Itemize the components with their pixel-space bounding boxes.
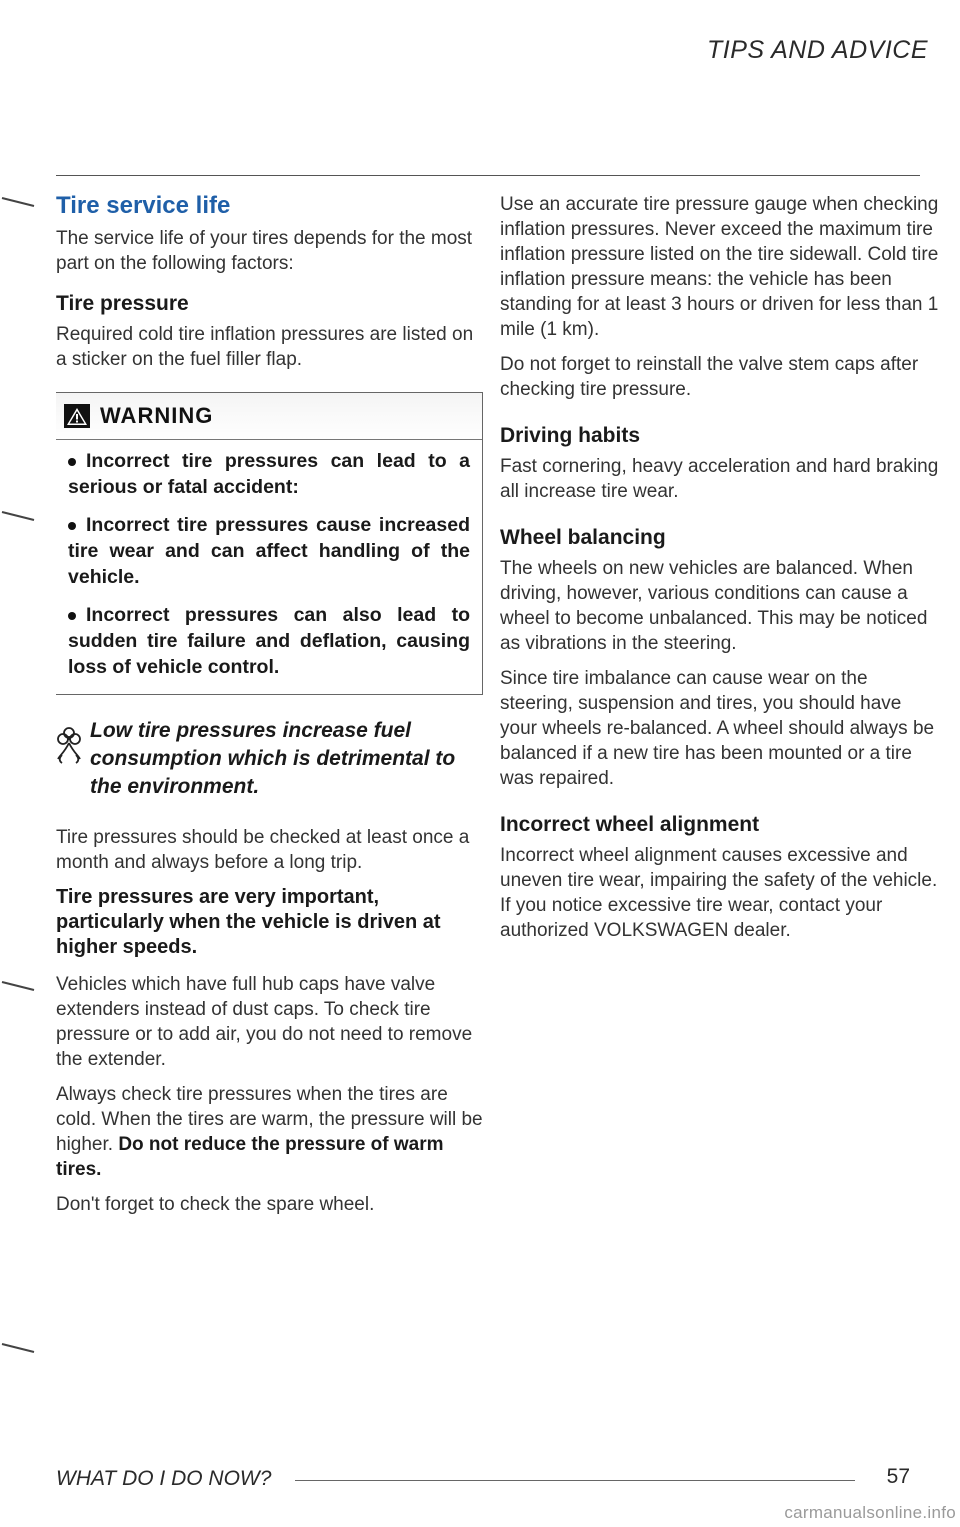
bullet-icon — [68, 522, 76, 530]
tire-pressure-heading: Tire pressure — [56, 292, 189, 315]
rebalancing-text: Since tire imbalance can cause wear on the steering, suspension and tires, you should have your wheels re-balanced. A wheel should always be balanced if a new tire has been mounted or a tire was repaired. — [500, 668, 935, 789]
driving-habits-text: Fast cornering, heavy acceleration and hard braking all increase tire wear. — [500, 456, 939, 502]
environment-flower-icon — [56, 725, 82, 777]
wheel-balancing-heading: Wheel balancing — [500, 526, 666, 549]
spare-wheel-text: Don't forget to check the spare wheel. — [56, 1194, 375, 1215]
page-number: 57 — [886, 1465, 910, 1488]
margin-mark-icon — [0, 196, 40, 208]
warning-label: WARNING — [100, 403, 214, 428]
watermark: carmanualsonline.info — [784, 1503, 956, 1522]
tire-pressure-text: Required cold tire inflation pressures are listed on a sticker on the fuel filler flap. — [56, 324, 474, 370]
high-speed-emphasis: Tire pressures are very important, particularly when the vehicle is driven at higher speeds. — [56, 886, 441, 958]
check-frequency-text: Tire pressures should be checked at least once a month and always before a long trip. — [56, 827, 470, 873]
warning-item: Incorrect tire pressures cause increased tire wear and can affect handling of the vehicle. — [68, 514, 470, 588]
warm-tires-text: Always check tire pressures when the tires are cold. When the tires are warm, the pressure will be higher. Do not reduce the pressure of warm tires. — [56, 1084, 483, 1180]
header-rule — [56, 175, 920, 176]
wheel-balancing-text: The wheels on new vehicles are balanced. When driving, however, various conditions can cause a wheel to become unbalanced. This may be noticed as vibrations in the steering. — [500, 558, 928, 654]
margin-mark-icon — [0, 1342, 40, 1354]
warning-item: Incorrect pressures can also lead to sudden tire failure and deflation, causing loss of vehicle control. — [68, 604, 470, 678]
pressure-gauge-text: Use an accurate tire pressure gauge when checking inflation pressures. Never exceed the maximum tire inflation pressure listed on the tire sidewall. Cold tire inflation pressure means: the vehicle has been standing for at least 3 hours or driven for less than 1 mile (1 km). — [500, 194, 939, 340]
right-column — [500, 182, 940, 953]
bullet-icon — [68, 458, 76, 466]
valve-caps-text: Do not forget to reinstall the valve stem caps after checking tire pressure. — [500, 354, 919, 400]
warm-tires-emphasis: Do not reduce the pressure of warm tires. — [56, 1134, 444, 1180]
bullet-icon — [68, 612, 76, 620]
left-column — [56, 182, 484, 1227]
footer-rule — [295, 1480, 855, 1481]
warning-list — [56, 440, 482, 694]
driving-habits-heading: Driving habits — [500, 424, 641, 447]
warning-box — [56, 392, 483, 695]
margin-mark-icon — [0, 510, 40, 522]
intro-text: The service life of your tires depends for the most part on the following factors: — [56, 228, 473, 274]
margin-mark-icon — [0, 980, 40, 992]
warning-item: Incorrect tire pressures can lead to a serious or fatal accident: — [68, 450, 470, 498]
warning-header — [56, 393, 482, 440]
wheel-alignment-text: Incorrect wheel alignment causes excessive and uneven tire wear, impairing the safety of the vehicle. If you notice excessive tire wear, contact your authorized VOLKSWAGEN dealer. — [500, 845, 938, 941]
section-title: Tire service life — [56, 192, 231, 219]
wheel-alignment-heading: Incorrect wheel alignment — [500, 813, 760, 836]
running-header: TIPS AND ADVICE — [707, 36, 928, 64]
warning-triangle-icon — [64, 404, 90, 428]
environment-note — [56, 717, 484, 801]
environment-note-text: Low tire pressures increase fuel consumption which is detrimental to the environment. — [90, 719, 456, 798]
footer-section-label: WHAT DO I DO NOW? — [56, 1467, 272, 1490]
hub-caps-text: Vehicles which have full hub caps have valve extenders instead of dust caps. To check tire pressure or to add air, you do not need to remove the extender. — [56, 974, 473, 1070]
